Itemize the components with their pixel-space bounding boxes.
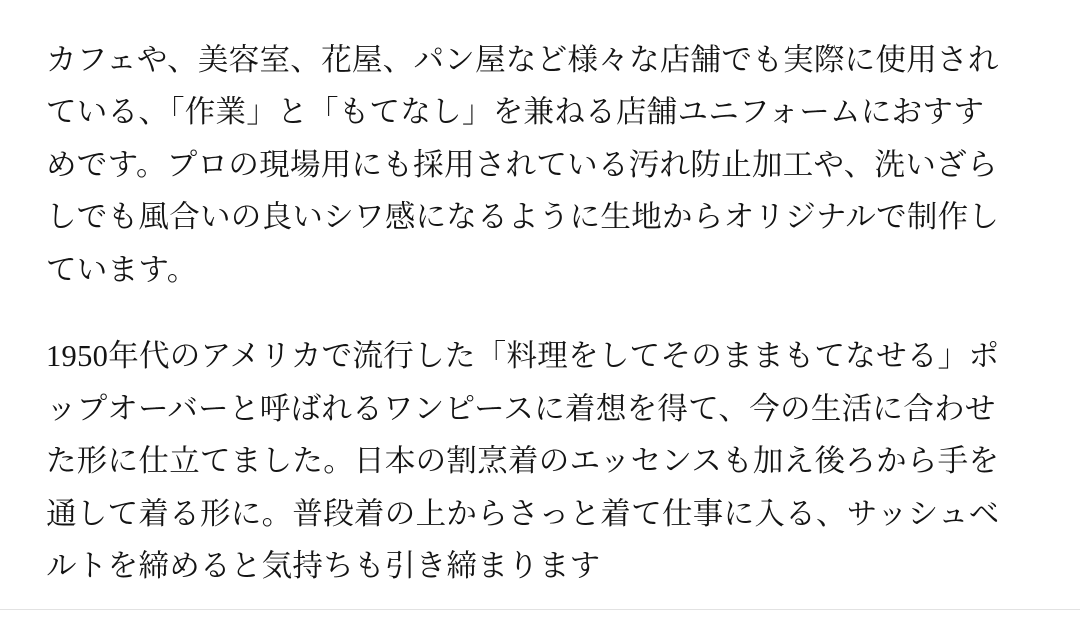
divider xyxy=(0,609,1080,610)
paragraph-product-description: カフェや、美容室、花屋、パン屋など様々な店舗でも実際に使用されている、「作業」と「もてなし」を兼ねる店舗ユニフォームにおすすめです。プロの現場用にも採用されている汚れ防止加工や、洗いざらしでも風合いの良いシワ感になるように生地からオリジナルで制作しています。 xyxy=(46,43,1000,287)
paragraph-design-origin: 1950年代のアメリカで流行した「料理をしてそのままもてなせる」ポップオーバーと呼ばれるワンピースに着想を得て、今の生活に合わせた形に仕立てました。日本の割烹着のエッセンスも加え後ろから手を通して着る形に。普段着の上からさっと着て仕事に入る、サッシュベルトを締めると気持ちも引き締まります xyxy=(46,339,1000,584)
